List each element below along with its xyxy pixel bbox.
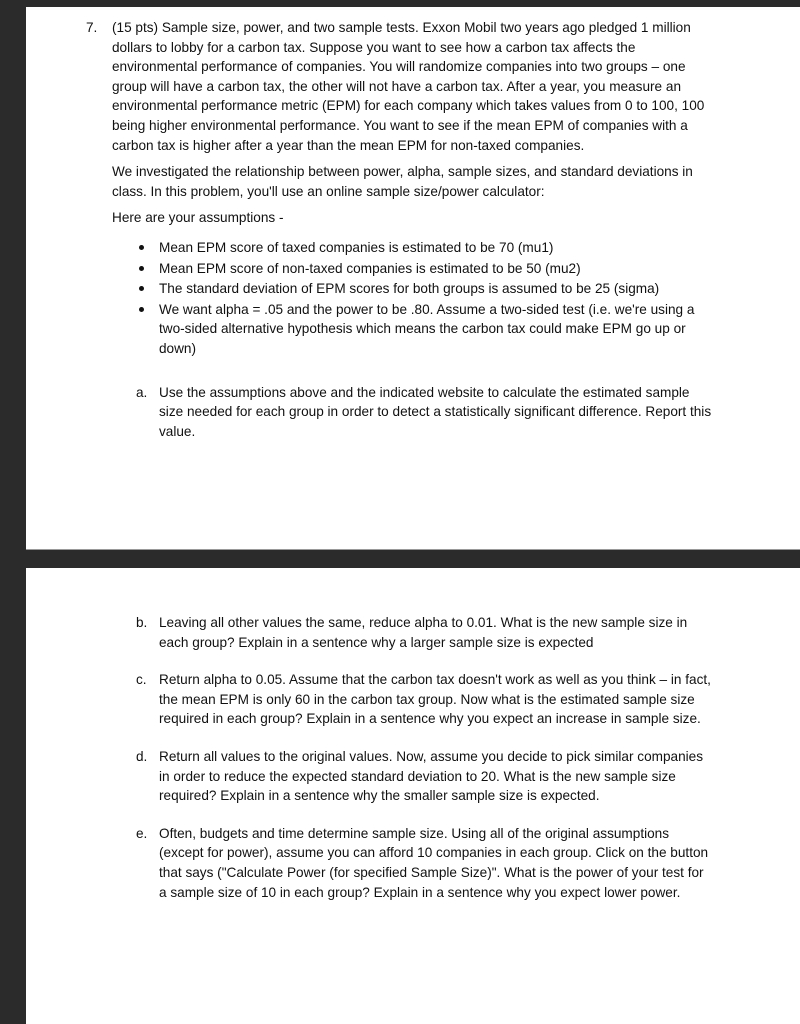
- sub-question-letter: b.: [136, 615, 148, 630]
- sub-question-letter: c.: [136, 672, 147, 688]
- document-page-1: [26, 7, 800, 550]
- sub-questions-block: [112, 613, 712, 920]
- sub-question-e: [112, 824, 712, 902]
- sub-question-letter: e.: [136, 825, 148, 841]
- sub-question-letter: a.: [136, 384, 148, 400]
- sub-question-d: [112, 747, 712, 806]
- question-block: [86, 18, 712, 441]
- question-intro: (15 pts) Sample size, power, and two sample tests. Exxon Mobil two years ago pledged 1 million dollars to lobby for a carbon tax. Suppose you want to see how a carbon tax affects the environmental performance of companies. You will randomize companies into two groups – one group will have a carbon tax, the other will not have a carbon tax. After a year, you measure an environmental performance metric (EPM) for each company which takes values from 0 to 100, 100 being higher environmental performance. You want to see if the mean EPM of companies with a carbon tax is higher after a year than the mean EPM for non-taxed companies.: [112, 20, 705, 153]
- sub-question-b: [112, 613, 712, 652]
- sub-question-text: Return all values to the original values. Now, assume you decide to pick similar companies in order to reduce the expected standard deviation to 20. What is the new sample size required? Explain in a sentence why the smaller sample size is expected.: [159, 748, 704, 804]
- assumption-item: The standard deviation of EPM scores for both groups is assumed to be 25 (sigma): [112, 279, 712, 299]
- assumption-item: We want alpha = .05 and the power to be .80. Assume a two-sided test (i.e. we're using a two-sided alternative hypothesis which means the carbon tax could make EPM go up or down): [112, 300, 712, 359]
- sub-question-a: [112, 383, 712, 442]
- sub-question-letter: d.: [136, 748, 148, 764]
- sub-question-text: Leaving all other values the same, reduce alpha to 0.01. What is the new sample size in each group? Explain in a sentence why a larger sample size is expected: [159, 615, 688, 650]
- assumption-item: Mean EPM score of taxed companies is estimated to be 70 (mu1): [112, 238, 712, 258]
- question-context: We investigated the relationship between power, alpha, sample sizes, and standard deviations in class. In this problem, you'll use an online sample size/power calculator:: [112, 164, 693, 199]
- sub-question-text: Return alpha to 0.05. Assume that the carbon tax doesn't work as well as you think – in fact, the mean EPM is only 60 in the carbon tax group. Now what is the estimated sample size required in each group? Explain in a sentence why you expect an increase in sample size.: [159, 672, 711, 727]
- sub-question-text: Often, budgets and time determine sample size. Using all of the original assumptions (except for power), assume you can afford 10 companies in each group. Click on the button that says ("Calculate Power (for specified Sample Size)". What is the power of your test for a sample size of 10 in each group? Explain in a sentence why you expect lower power.: [159, 825, 709, 900]
- assumptions-heading: Here are your assumptions -: [112, 210, 284, 226]
- page-gap: [26, 550, 800, 568]
- sub-question-c: [112, 670, 712, 729]
- document-page-2: [26, 568, 800, 1024]
- sub-question-text: Use the assumptions above and the indicated website to calculate the estimated sample size needed for each group in order to detect a statistically significant difference. Report this value.: [159, 384, 712, 439]
- question-number: 7.: [86, 20, 98, 35]
- assumption-item: Mean EPM score of non-taxed companies is estimated to be 50 (mu2): [112, 259, 712, 279]
- assumptions-list: [112, 238, 712, 359]
